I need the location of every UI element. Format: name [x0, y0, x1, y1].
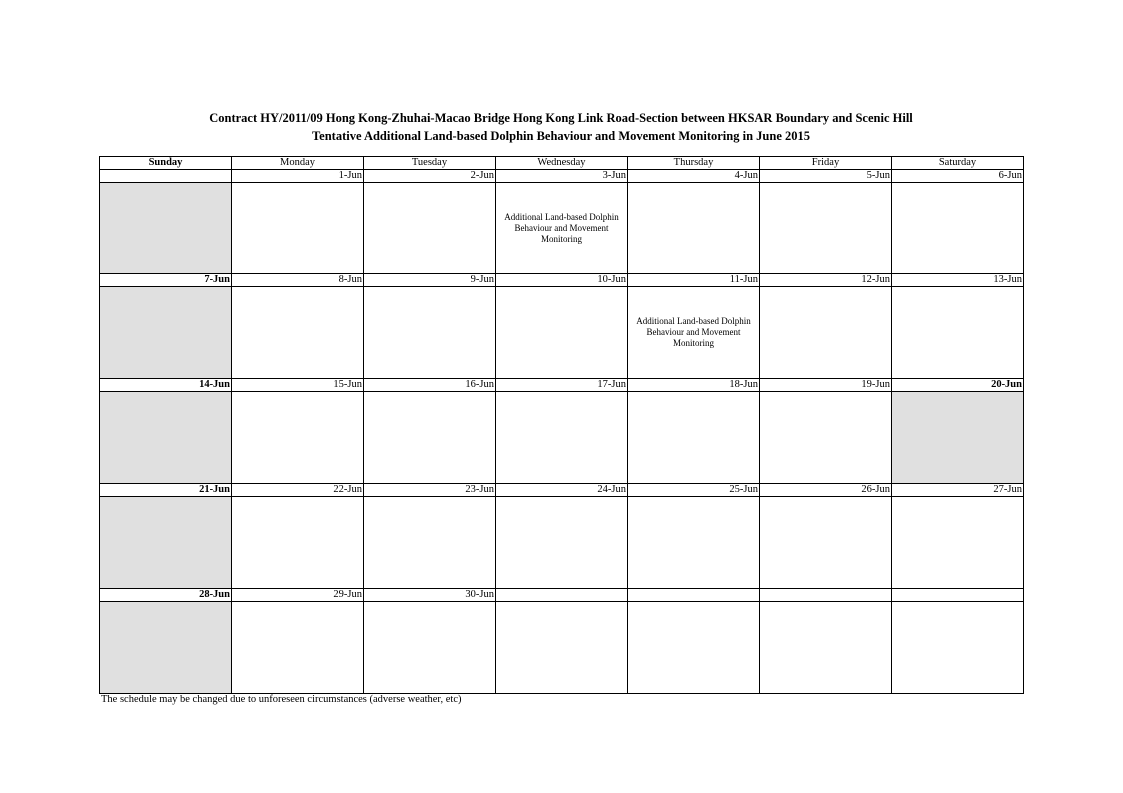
date-cell: 3-Jun: [496, 170, 628, 183]
day-cell: [100, 497, 232, 589]
day-cell: [628, 183, 760, 274]
weekday-tuesday: Tuesday: [364, 157, 496, 170]
day-cell: [232, 287, 364, 379]
date-cell: 28-Jun: [100, 589, 232, 602]
day-cell: [100, 602, 232, 694]
date-cell: 1-Jun: [232, 170, 364, 183]
weekday-monday: Monday: [232, 157, 364, 170]
weekday-sunday: Sunday: [100, 157, 232, 170]
day-cell: [892, 602, 1024, 694]
week-1-events: [100, 183, 1024, 274]
day-cell: [628, 497, 760, 589]
day-cell: [364, 602, 496, 694]
day-cell: [232, 602, 364, 694]
date-cell: 25-Jun: [628, 484, 760, 497]
day-cell: [496, 497, 628, 589]
week-2-events: [100, 287, 1024, 379]
date-cell: 16-Jun: [364, 379, 496, 392]
day-cell: [628, 392, 760, 484]
week-1-dates: [100, 170, 1024, 183]
schedule-footnote: The schedule may be changed due to unforeseen circumstances (adverse weather, etc): [101, 694, 462, 705]
date-cell: 2-Jun: [364, 170, 496, 183]
date-cell: 10-Jun: [496, 274, 628, 287]
date-cell: [628, 589, 760, 602]
day-cell: [892, 183, 1024, 274]
weekday-wednesday: Wednesday: [496, 157, 628, 170]
day-cell: [232, 497, 364, 589]
date-cell: 24-Jun: [496, 484, 628, 497]
week-4-events: [100, 497, 1024, 589]
day-cell: [100, 392, 232, 484]
monitoring-event: Additional Land-based Dolphin Behaviour and Movement Monitoring: [628, 287, 760, 379]
week-4-dates: [100, 484, 1024, 497]
day-cell: [760, 392, 892, 484]
weekday-saturday: Saturday: [892, 157, 1024, 170]
date-cell: 8-Jun: [232, 274, 364, 287]
date-cell: [100, 170, 232, 183]
schedule-title: Tentative Additional Land-based Dolphin Behaviour and Movement Monitoring in June 2015: [311, 129, 810, 143]
date-cell: 12-Jun: [760, 274, 892, 287]
date-cell: 29-Jun: [232, 589, 364, 602]
date-cell: 23-Jun: [364, 484, 496, 497]
day-cell: [364, 392, 496, 484]
date-cell: 14-Jun: [100, 379, 232, 392]
week-5-events: [100, 602, 1024, 694]
date-cell: 11-Jun: [628, 274, 760, 287]
day-cell: [892, 497, 1024, 589]
week-3-events: [100, 392, 1024, 484]
week-3-dates: [100, 379, 1024, 392]
week-5-dates: [100, 589, 1024, 602]
date-cell: 18-Jun: [628, 379, 760, 392]
date-cell: 6-Jun: [892, 170, 1024, 183]
day-cell: [364, 497, 496, 589]
date-cell: 13-Jun: [892, 274, 1024, 287]
date-cell: 22-Jun: [232, 484, 364, 497]
day-cell: [496, 602, 628, 694]
day-cell: [760, 497, 892, 589]
day-cell: [760, 287, 892, 379]
day-cell: [892, 287, 1024, 379]
date-cell: [760, 589, 892, 602]
date-cell: [892, 589, 1024, 602]
date-cell: 9-Jun: [364, 274, 496, 287]
date-cell: 21-Jun: [100, 484, 232, 497]
contract-title: Contract HY/2011/09 Hong Kong-Zhuhai-Macao Bridge Hong Kong Link Road-Section between HKSAR Boundary and Scenic Hill: [209, 111, 913, 125]
day-cell: [232, 183, 364, 274]
date-cell: 17-Jun: [496, 379, 628, 392]
date-cell: 15-Jun: [232, 379, 364, 392]
date-cell: 7-Jun: [100, 274, 232, 287]
day-cell: [100, 183, 232, 274]
monitoring-event: Additional Land-based Dolphin Behaviour and Movement Monitoring: [496, 183, 628, 274]
june-calendar: [99, 156, 1024, 694]
date-cell: 5-Jun: [760, 170, 892, 183]
date-cell: [496, 589, 628, 602]
day-cell: [100, 287, 232, 379]
day-cell: [232, 392, 364, 484]
day-cell: [760, 183, 892, 274]
day-cell: [892, 392, 1024, 484]
date-cell: 19-Jun: [760, 379, 892, 392]
date-cell: 20-Jun: [892, 379, 1024, 392]
day-cell: [364, 287, 496, 379]
weekday-friday: Friday: [760, 157, 892, 170]
day-cell: [496, 287, 628, 379]
date-cell: 26-Jun: [760, 484, 892, 497]
date-cell: 30-Jun: [364, 589, 496, 602]
day-cell: [496, 392, 628, 484]
day-cell: [364, 183, 496, 274]
date-cell: 27-Jun: [892, 484, 1024, 497]
day-cell: [628, 602, 760, 694]
date-cell: 4-Jun: [628, 170, 760, 183]
weekday-thursday: Thursday: [628, 157, 760, 170]
day-cell: [760, 602, 892, 694]
week-2-dates: [100, 274, 1024, 287]
weekday-header-row: [100, 157, 1024, 170]
